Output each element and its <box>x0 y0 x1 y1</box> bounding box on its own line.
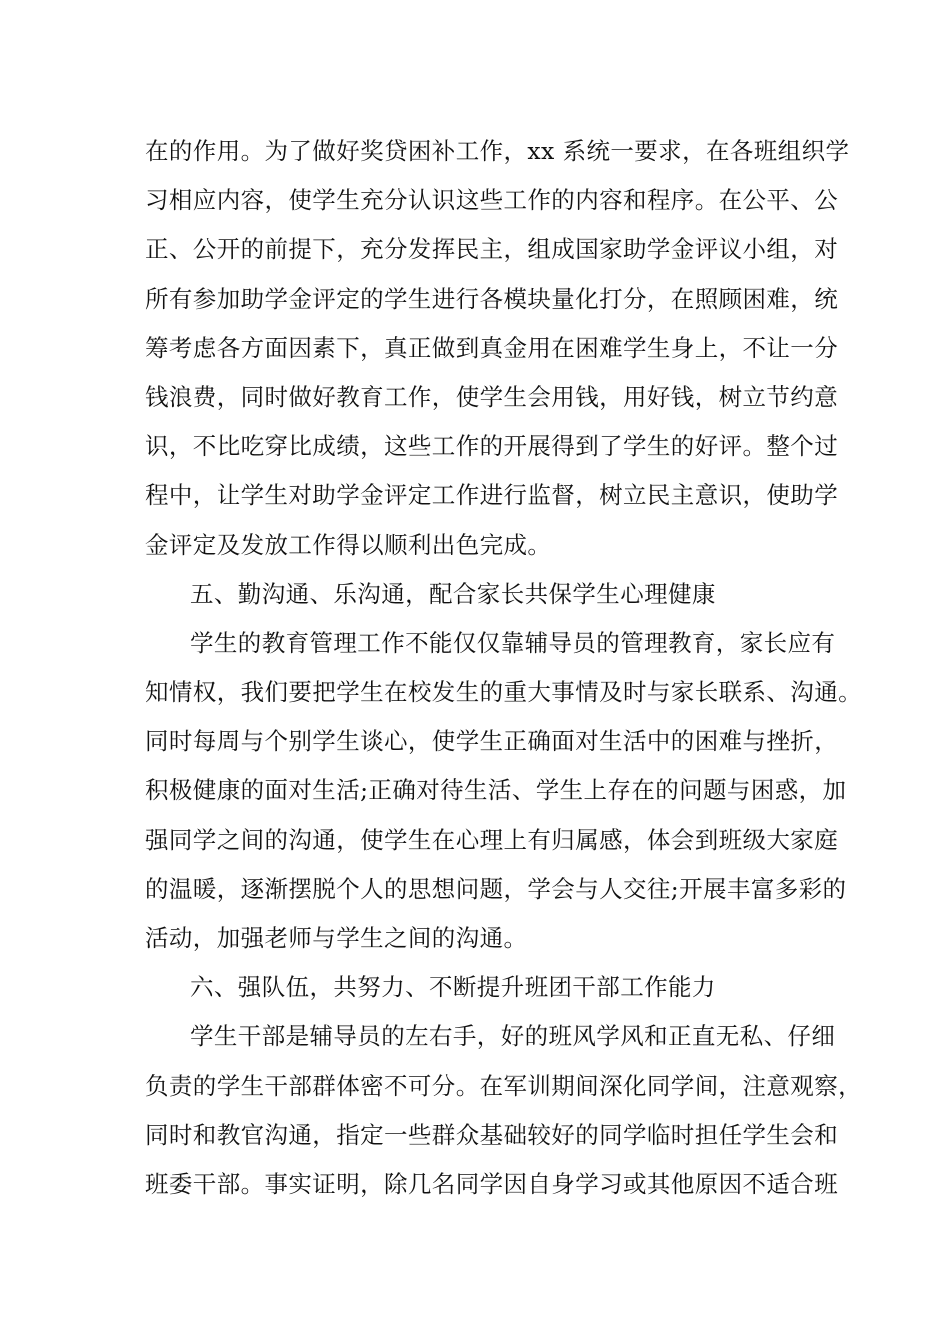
paragraph-start-line: 学生的教育管理工作不能仅仅靠辅导员的管理教育，家长应有 <box>190 628 836 657</box>
text-line: 积极健康的面对生活;正确对待生活、学生上存在的问题与困惑，加 <box>145 776 847 805</box>
section-heading-5: 五、勤沟通、乐沟通，配合家长共保学生心理健康 <box>190 579 716 608</box>
text-line: 同时和教官沟通，指定一些群众基础较好的同学临时担任学生会和 <box>145 1120 839 1149</box>
text-line: 钱浪费，同时做好教育工作，使学生会用钱，用好钱，树立节约意 <box>145 382 839 411</box>
text-line: 程中，让学生对助学金评定工作进行监督，树立民主意识，使助学 <box>145 481 839 510</box>
text-line: 同时每周与个别学生谈心，使学生正确面对生活中的困难与挫折， <box>145 727 839 756</box>
text-line: 识，不比吃穿比成绩，这些工作的开展得到了学生的好评。整个过 <box>145 432 839 461</box>
text-line: 强同学之间的沟通，使学生在心理上有归属感，体会到班级大家庭 <box>145 825 839 854</box>
text-line: 正、公开的前提下，充分发挥民主，组成国家助学金评议小组，对 <box>145 235 839 264</box>
text-line: 活动，加强老师与学生之间的沟通。 <box>145 924 528 952</box>
text-line: 金评定及发放工作得以顺利出色完成。 <box>145 530 552 559</box>
section-heading-6: 六、强队伍，共努力、不断提升班团干部工作能力 <box>190 973 716 1002</box>
document-body <box>145 127 862 1209</box>
text-line: 习相应内容，使学生充分认识这些工作的内容和程序。在公平、公 <box>145 186 839 215</box>
text-line: 班委干部。事实证明，除几名同学因自身学习或其他原因不适合班 <box>145 1169 839 1198</box>
paragraph-start-line: 学生干部是辅导员的左右手，好的班风学风和正直无私、仔细 <box>190 1022 836 1051</box>
text-line: 知情权，我们要把学生在校发生的重大事情及时与家长联系、沟通。 <box>145 678 862 707</box>
text-line: 负责的学生干部群体密不可分。在军训期间深化同学间，注意观察， <box>145 1071 862 1100</box>
text-line: 筹考虑各方面因素下，真正做到真金用在困难学生身上，不让一分 <box>145 333 839 362</box>
text-line: 在的作用。为了做好奖贷困补工作，xx 系统一要求，在各班组织学 <box>145 137 850 165</box>
text-line: 的温暖，逐渐摆脱个人的思想问题，学会与人交往;开展丰富多彩的 <box>145 874 847 903</box>
text-line: 所有参加助学金评定的学生进行各模块量化打分，在照顾困难，统 <box>145 284 839 313</box>
